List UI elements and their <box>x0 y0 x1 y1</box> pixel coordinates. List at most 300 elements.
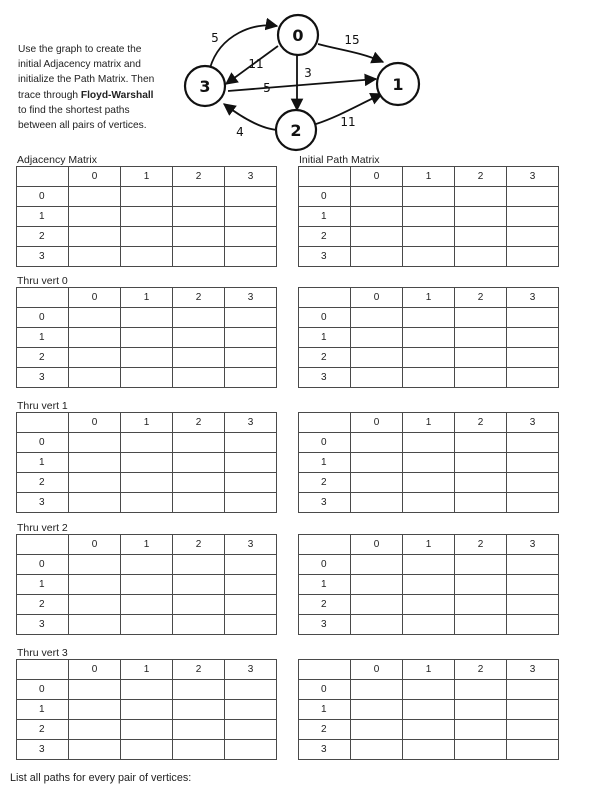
matrix-cell[interactable] <box>403 308 455 328</box>
matrix-cell[interactable] <box>507 187 559 207</box>
matrix-row <box>17 328 277 348</box>
row-header: 2 <box>17 595 69 615</box>
column-header: 2 <box>455 288 507 308</box>
matrix-cell[interactable] <box>351 595 403 615</box>
matrix-cell[interactable] <box>69 615 121 635</box>
column-header: 2 <box>173 288 225 308</box>
matrix-cell[interactable] <box>173 433 225 453</box>
algorithm-name: Floyd-Warshall <box>80 89 154 101</box>
matrix-cell[interactable] <box>403 348 455 368</box>
matrix-header-row <box>17 660 277 680</box>
corner-cell <box>17 535 69 555</box>
matrix-cell[interactable] <box>403 740 455 760</box>
column-header: 0 <box>69 535 121 555</box>
matrix-cell[interactable] <box>403 247 455 267</box>
corner-cell <box>17 167 69 187</box>
column-header: 0 <box>69 167 121 187</box>
column-header: 1 <box>121 535 173 555</box>
matrix-cell[interactable] <box>507 575 559 595</box>
row-header: 0 <box>299 433 351 453</box>
matrix-cell[interactable] <box>351 575 403 595</box>
footer-prompt: List all paths for every pair of vertices: <box>10 772 192 784</box>
matrix-cell[interactable] <box>69 207 121 227</box>
matrix-cell[interactable] <box>507 700 559 720</box>
matrix-cell[interactable] <box>351 615 403 635</box>
matrix-cell[interactable] <box>351 227 403 247</box>
matrix-cell[interactable] <box>351 700 403 720</box>
matrix-cell[interactable] <box>69 595 121 615</box>
matrix-row <box>299 328 559 348</box>
matrix-row <box>17 595 277 615</box>
matrix-row <box>17 473 277 493</box>
edge-weight: 15 <box>344 33 360 47</box>
matrix-cell[interactable] <box>69 227 121 247</box>
matrix-row <box>299 680 559 700</box>
matrix-cell[interactable] <box>173 595 225 615</box>
row-header: 1 <box>299 328 351 348</box>
row-header: 0 <box>17 433 69 453</box>
matrix-cell[interactable] <box>173 493 225 513</box>
column-header: 0 <box>351 535 403 555</box>
matrix-cell[interactable] <box>121 595 173 615</box>
row-header: 3 <box>299 740 351 760</box>
matrix-cell[interactable] <box>403 453 455 473</box>
matrix-row <box>299 700 559 720</box>
section-title: Thru vert 3 <box>17 647 68 659</box>
matrix-cell[interactable] <box>225 348 277 368</box>
matrix-cell[interactable] <box>351 555 403 575</box>
matrix-cell[interactable] <box>121 555 173 575</box>
matrix-cell[interactable] <box>69 453 121 473</box>
matrix-row <box>17 720 277 740</box>
matrix-cell[interactable] <box>455 207 507 227</box>
matrix-cell[interactable] <box>121 453 173 473</box>
matrix-cell[interactable] <box>173 308 225 328</box>
matrix-cell[interactable] <box>455 348 507 368</box>
matrix-cell[interactable] <box>455 368 507 388</box>
matrix-cell[interactable] <box>121 207 173 227</box>
column-header: 1 <box>403 413 455 433</box>
matrix-cell[interactable] <box>507 720 559 740</box>
matrix-cell[interactable] <box>455 247 507 267</box>
column-header: 0 <box>69 288 121 308</box>
section-title: Thru vert 1 <box>17 400 68 412</box>
matrix-cell[interactable] <box>455 720 507 740</box>
row-header: 3 <box>17 368 69 388</box>
matrix-header-row <box>299 535 559 555</box>
node-label: 0 <box>292 26 304 45</box>
matrix-cell[interactable] <box>225 433 277 453</box>
matrix-row <box>299 247 559 267</box>
matrix-cell[interactable] <box>173 555 225 575</box>
matrix-cell[interactable] <box>173 348 225 368</box>
row-header: 2 <box>17 720 69 740</box>
instructions-line: to find the shortest paths <box>18 104 130 116</box>
matrix-cell[interactable] <box>69 555 121 575</box>
matrix-cell[interactable] <box>225 368 277 388</box>
matrix-row <box>299 595 559 615</box>
instructions-line: between all pairs of vertices. <box>18 120 147 132</box>
matrix-cell[interactable] <box>455 453 507 473</box>
matrix-cell[interactable] <box>225 493 277 513</box>
node-label: 3 <box>199 77 211 96</box>
matrix-cell[interactable] <box>403 493 455 513</box>
matrix-cell[interactable] <box>507 348 559 368</box>
column-header: 0 <box>351 288 403 308</box>
matrix-cell[interactable] <box>351 368 403 388</box>
matrix-cell[interactable] <box>351 720 403 740</box>
matrix-row <box>299 187 559 207</box>
matrix-cell[interactable] <box>69 740 121 760</box>
column-header: 0 <box>69 413 121 433</box>
matrix-cell[interactable] <box>403 433 455 453</box>
matrix-cell[interactable] <box>69 368 121 388</box>
matrix-cell[interactable] <box>69 720 121 740</box>
matrix-row <box>17 433 277 453</box>
matrix-cell[interactable] <box>455 575 507 595</box>
matrix-cell[interactable] <box>403 473 455 493</box>
node-label: 1 <box>392 75 404 94</box>
matrix-cell[interactable] <box>455 555 507 575</box>
matrix-cell[interactable] <box>173 680 225 700</box>
matrix-cell[interactable] <box>351 740 403 760</box>
matrix-cell[interactable] <box>121 308 173 328</box>
matrix-cell[interactable] <box>403 680 455 700</box>
matrix-cell[interactable] <box>173 247 225 267</box>
matrix-cell[interactable] <box>507 555 559 575</box>
matrix-cell[interactable] <box>69 493 121 513</box>
row-header: 0 <box>299 555 351 575</box>
matrix-cell[interactable] <box>455 328 507 348</box>
matrix-cell[interactable] <box>173 187 225 207</box>
matrix-cell[interactable] <box>507 368 559 388</box>
matrix-cell[interactable] <box>507 328 559 348</box>
row-header: 3 <box>17 247 69 267</box>
matrix-cell[interactable] <box>455 433 507 453</box>
row-header: 1 <box>299 700 351 720</box>
matrix-cell[interactable] <box>225 740 277 760</box>
matrix-row <box>299 368 559 388</box>
distance-matrix <box>16 412 277 513</box>
instructions-text: trace through <box>18 89 81 101</box>
matrix-cell[interactable] <box>121 247 173 267</box>
corner-cell <box>17 660 69 680</box>
matrix-row <box>17 187 277 207</box>
row-header: 1 <box>299 207 351 227</box>
matrix-row <box>17 207 277 227</box>
matrix-cell[interactable] <box>507 433 559 453</box>
section-title: Thru vert 0 <box>17 275 68 287</box>
matrix-cell[interactable] <box>225 680 277 700</box>
matrix-cell[interactable] <box>121 473 173 493</box>
matrix-header-row <box>17 167 277 187</box>
matrix-cell[interactable] <box>121 227 173 247</box>
matrix-cell[interactable] <box>69 247 121 267</box>
column-header: 3 <box>507 288 559 308</box>
matrix-cell[interactable] <box>403 555 455 575</box>
matrix-cell[interactable] <box>173 473 225 493</box>
column-header: 0 <box>351 413 403 433</box>
edge-2-3 <box>224 104 278 130</box>
row-header: 0 <box>17 680 69 700</box>
matrix-cell[interactable] <box>403 368 455 388</box>
path-matrix <box>298 412 559 513</box>
matrix-cell[interactable] <box>351 433 403 453</box>
distance-matrix <box>16 287 277 388</box>
column-header: 1 <box>121 413 173 433</box>
matrix-header-row <box>17 535 277 555</box>
matrix-row <box>299 207 559 227</box>
matrix-row <box>299 227 559 247</box>
column-header: 2 <box>455 535 507 555</box>
column-header: 1 <box>403 167 455 187</box>
matrix-cell[interactable] <box>351 473 403 493</box>
matrix-cell[interactable] <box>225 453 277 473</box>
column-header: 3 <box>225 167 277 187</box>
matrix-cell[interactable] <box>507 473 559 493</box>
matrix-cell[interactable] <box>173 227 225 247</box>
edge-weight: 11 <box>248 57 264 71</box>
matrix-row <box>299 493 559 513</box>
matrix-cell[interactable] <box>225 328 277 348</box>
matrix-header-row <box>17 288 277 308</box>
matrix-cell[interactable] <box>173 575 225 595</box>
instructions-line: initialize the Path Matrix. Then <box>18 74 155 86</box>
matrix-header-row <box>17 413 277 433</box>
matrix-cell[interactable] <box>69 700 121 720</box>
matrix-cell[interactable] <box>455 595 507 615</box>
row-header: 3 <box>299 493 351 513</box>
distance-matrix <box>16 659 277 760</box>
matrix-cell[interactable] <box>69 433 121 453</box>
matrix-cell[interactable] <box>455 740 507 760</box>
matrix-cell[interactable] <box>69 308 121 328</box>
matrix-cell[interactable] <box>69 473 121 493</box>
matrix-cell[interactable] <box>507 740 559 760</box>
matrix-cell[interactable] <box>351 453 403 473</box>
matrix-cell[interactable] <box>121 328 173 348</box>
matrix-cell[interactable] <box>225 555 277 575</box>
matrix-cell[interactable] <box>121 368 173 388</box>
path-matrix <box>298 534 559 635</box>
matrix-cell[interactable] <box>455 473 507 493</box>
matrix-cell[interactable] <box>351 308 403 328</box>
matrix-cell[interactable] <box>69 328 121 348</box>
distance-matrix <box>16 166 277 267</box>
column-header: 1 <box>121 167 173 187</box>
matrix-row <box>299 615 559 635</box>
matrix-cell[interactable] <box>173 368 225 388</box>
row-header: 1 <box>299 453 351 473</box>
matrix-cell[interactable] <box>225 720 277 740</box>
matrix-cell[interactable] <box>403 207 455 227</box>
matrix-cell[interactable] <box>173 207 225 227</box>
instructions-line: initial Adjacency matrix and <box>18 59 141 71</box>
column-header: 3 <box>507 413 559 433</box>
matrix-cell[interactable] <box>351 348 403 368</box>
column-header: 3 <box>225 288 277 308</box>
matrix-row <box>299 720 559 740</box>
matrix-cell[interactable] <box>507 595 559 615</box>
matrix-cell[interactable] <box>225 615 277 635</box>
matrix-cell[interactable] <box>173 740 225 760</box>
node-label: 2 <box>290 121 302 140</box>
edge-weight: 11 <box>340 115 356 129</box>
matrix-cell[interactable] <box>121 615 173 635</box>
corner-cell <box>299 535 351 555</box>
matrix-cell[interactable] <box>403 575 455 595</box>
column-header: 2 <box>173 167 225 187</box>
row-header: 0 <box>17 308 69 328</box>
row-header: 0 <box>299 680 351 700</box>
row-header: 0 <box>17 187 69 207</box>
matrix-cell[interactable] <box>225 207 277 227</box>
matrix-cell[interactable] <box>121 700 173 720</box>
matrix-cell[interactable] <box>225 227 277 247</box>
row-header: 2 <box>299 473 351 493</box>
matrix-row <box>299 740 559 760</box>
matrix-cell[interactable] <box>403 328 455 348</box>
matrix-row <box>299 473 559 493</box>
row-header: 3 <box>17 615 69 635</box>
matrix-cell[interactable] <box>455 493 507 513</box>
matrix-cell[interactable] <box>121 493 173 513</box>
matrix-cell[interactable] <box>121 680 173 700</box>
matrix-row <box>299 348 559 368</box>
matrix-cell[interactable] <box>173 720 225 740</box>
matrix-cell[interactable] <box>351 493 403 513</box>
matrix-row <box>17 740 277 760</box>
matrix-cell[interactable] <box>225 247 277 267</box>
matrix-cell[interactable] <box>121 575 173 595</box>
matrix-row <box>17 227 277 247</box>
matrix-cell[interactable] <box>403 700 455 720</box>
row-header: 3 <box>17 740 69 760</box>
matrix-cell[interactable] <box>507 207 559 227</box>
row-header: 1 <box>17 207 69 227</box>
matrix-row <box>17 368 277 388</box>
column-header: 2 <box>173 660 225 680</box>
matrix-cell[interactable] <box>121 740 173 760</box>
matrix-cell[interactable] <box>351 187 403 207</box>
edge-3-0 <box>210 25 277 68</box>
matrix-row <box>17 493 277 513</box>
column-header: 3 <box>225 660 277 680</box>
column-header: 1 <box>403 535 455 555</box>
corner-cell <box>299 167 351 187</box>
column-header: 3 <box>507 660 559 680</box>
matrix-cell[interactable] <box>455 680 507 700</box>
row-header: 1 <box>299 575 351 595</box>
matrix-cell[interactable] <box>173 700 225 720</box>
matrix-cell[interactable] <box>121 187 173 207</box>
column-header: 1 <box>403 288 455 308</box>
corner-cell <box>17 413 69 433</box>
matrix-cell[interactable] <box>403 615 455 635</box>
matrix-cell[interactable] <box>507 308 559 328</box>
column-header: 2 <box>173 413 225 433</box>
matrix-cell[interactable] <box>225 700 277 720</box>
column-header: 2 <box>173 535 225 555</box>
row-header: 1 <box>17 328 69 348</box>
matrix-cell[interactable] <box>225 308 277 328</box>
matrix-cell[interactable] <box>173 453 225 473</box>
matrix-cell[interactable] <box>403 595 455 615</box>
distance-matrix <box>16 534 277 635</box>
matrix-cell[interactable] <box>69 575 121 595</box>
matrix-cell[interactable] <box>225 473 277 493</box>
matrix-cell[interactable] <box>121 348 173 368</box>
corner-cell <box>17 288 69 308</box>
matrix-cell[interactable] <box>225 575 277 595</box>
matrix-cell[interactable] <box>351 680 403 700</box>
matrix-cell[interactable] <box>225 595 277 615</box>
matrix-cell[interactable] <box>69 348 121 368</box>
matrix-cell[interactable] <box>69 187 121 207</box>
matrix-cell[interactable] <box>507 680 559 700</box>
matrix-row <box>299 575 559 595</box>
section-title: Initial Path Matrix <box>299 154 380 166</box>
matrix-cell[interactable] <box>121 720 173 740</box>
column-header: 0 <box>351 167 403 187</box>
corner-cell <box>299 288 351 308</box>
matrix-cell[interactable] <box>351 247 403 267</box>
matrix-cell[interactable] <box>507 227 559 247</box>
weighted-digraph <box>180 4 440 154</box>
matrix-cell[interactable] <box>225 187 277 207</box>
matrix-cell[interactable] <box>403 720 455 740</box>
matrix-row <box>17 555 277 575</box>
matrix-cell[interactable] <box>507 493 559 513</box>
matrix-cell[interactable] <box>455 187 507 207</box>
matrix-header-row <box>299 413 559 433</box>
corner-cell <box>299 413 351 433</box>
edge-weight: 4 <box>236 125 244 139</box>
column-header: 1 <box>403 660 455 680</box>
matrix-row <box>17 680 277 700</box>
matrix-cell[interactable] <box>173 328 225 348</box>
matrix-cell[interactable] <box>69 680 121 700</box>
column-header: 2 <box>455 413 507 433</box>
edge-3-1 <box>228 79 376 91</box>
matrix-cell[interactable] <box>507 453 559 473</box>
matrix-cell[interactable] <box>403 227 455 247</box>
matrix-row <box>17 575 277 595</box>
matrix-row <box>17 700 277 720</box>
matrix-cell[interactable] <box>507 615 559 635</box>
matrix-cell[interactable] <box>121 433 173 453</box>
matrix-cell[interactable] <box>455 227 507 247</box>
row-header: 2 <box>17 348 69 368</box>
matrix-row <box>17 615 277 635</box>
row-header: 3 <box>17 493 69 513</box>
row-header: 1 <box>17 575 69 595</box>
matrix-cell[interactable] <box>455 308 507 328</box>
column-header: 3 <box>225 535 277 555</box>
matrix-row <box>299 555 559 575</box>
column-header: 2 <box>455 167 507 187</box>
matrix-cell[interactable] <box>455 700 507 720</box>
matrix-cell[interactable] <box>351 328 403 348</box>
matrix-cell[interactable] <box>455 615 507 635</box>
matrix-cell[interactable] <box>173 615 225 635</box>
matrix-cell[interactable] <box>351 207 403 227</box>
path-matrix <box>298 287 559 388</box>
row-header: 3 <box>299 247 351 267</box>
matrix-cell[interactable] <box>403 187 455 207</box>
matrix-row <box>17 348 277 368</box>
matrix-cell[interactable] <box>507 247 559 267</box>
